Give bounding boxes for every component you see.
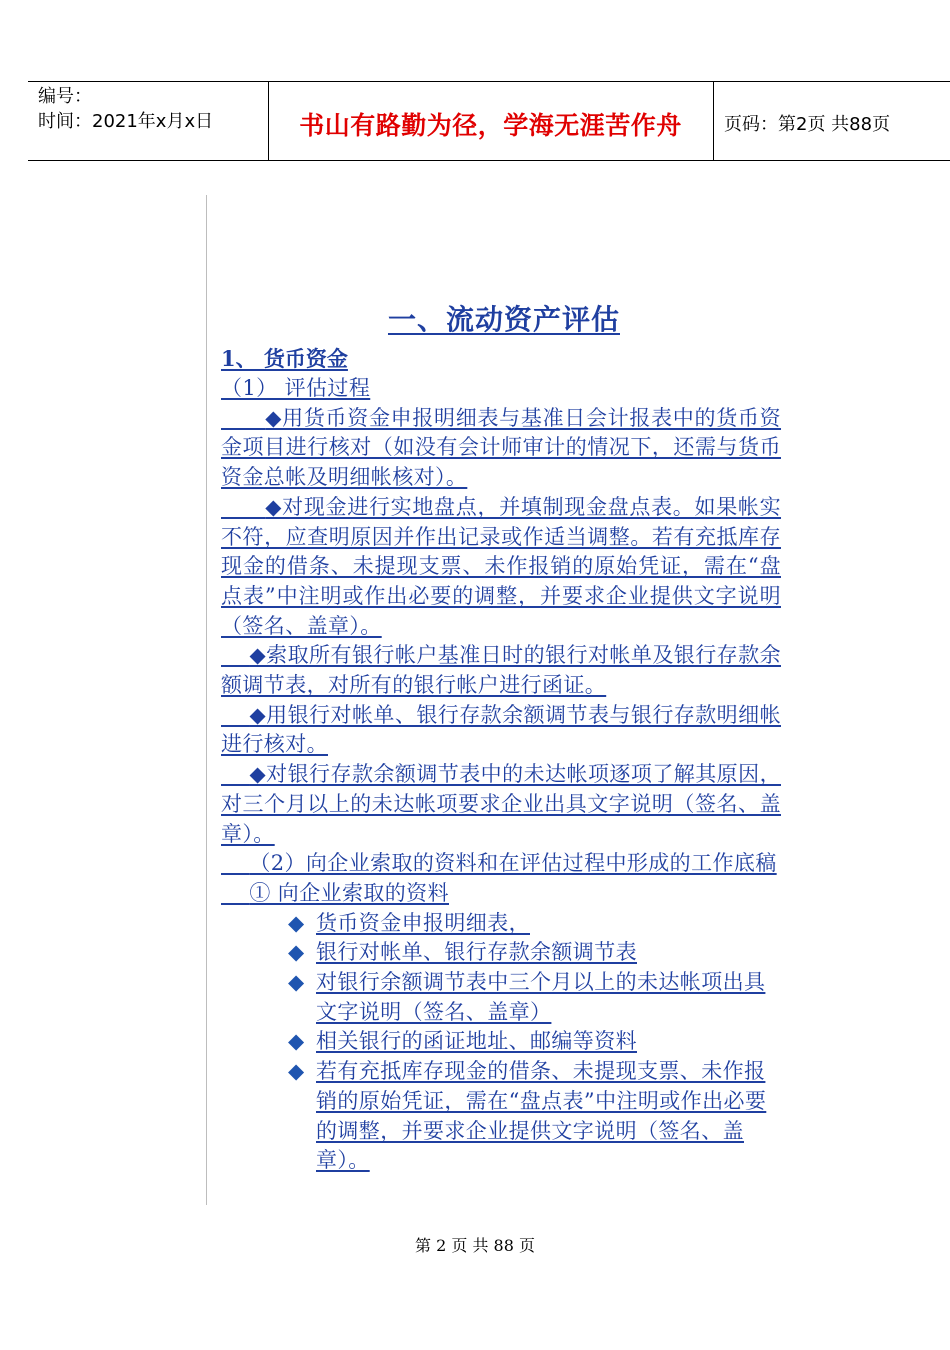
paragraph: ◆用货币资金申报明细表与基准日会计报表中的货币资金项目进行核对（如没有会计师审计的情况下，还需与货币资金总帐及明细帐核对）。 xyxy=(221,405,782,490)
header-page-label: 页码：第2页 共88页 xyxy=(724,114,891,135)
diamond-bullet-icon: ◆ xyxy=(288,1029,305,1054)
page-title: 一、流动资产评估 xyxy=(387,303,620,336)
list-item: ◆ 若有充抵库存现金的借条、未提现支票、未作报销的原始凭证，需在“盘点表”中注明或作出必要的调整，并要求企业提供文字说明（签名、盖章）。 xyxy=(288,1059,767,1173)
diamond-bullet-icon: ◆ xyxy=(288,940,305,965)
paragraph: ◆对银行存款余额调节表中的未达帐项逐项了解其原因，对三个月以上的未达帐项要求企业出具文字说明（签名、盖章）。 xyxy=(221,762,781,846)
paragraph: ◆用银行对帐单、银行存款余额调节表与银行存款明细帐进行核对。 xyxy=(221,702,781,757)
header-number: 编号： xyxy=(38,86,92,107)
list-item: ◆ 相关银行的函证地址、邮编等资料 xyxy=(288,1027,781,1057)
list-item: ◆ 银行对帐单、银行存款余额调节表 xyxy=(288,938,781,968)
list-item: ◆ 对银行余额调节表中三个月以上的未达帐项出具文字说明（签名、盖章） xyxy=(288,970,766,1024)
page-footer: 第 2 页 共 88 页 xyxy=(415,1236,535,1255)
subheading-process: （1） 评估过程 xyxy=(221,376,371,400)
header-meta xyxy=(38,84,213,134)
diamond-bullet-icon: ◆ xyxy=(288,970,305,995)
diamond-bullet-icon: ◆ xyxy=(288,1059,305,1084)
subheading-materials: （2）向企业索取的资料和在评估过程中形成的工作底稿 xyxy=(249,851,777,876)
list-item: ◆ 货币资金申报明细表， xyxy=(288,909,781,939)
requested-materials-list xyxy=(288,909,781,1176)
header-rule-bottom xyxy=(28,160,950,161)
paragraph: ◆对现金进行实地盘点，并填制现金盘点表。如果帐实不符，应查明原因并作出记录或作适当调整。若有充抵库存现金的借条、未提现支票、未作报销的原始凭证，需在“盘点表”中注明或作出必要的调整，并要求企业提供文字说明（签名、盖章）。 xyxy=(221,494,782,638)
paragraph: ◆索取所有银行帐户基准日时的银行对帐单及银行存款余额调节表，对所有的银行帐户进行函证。 xyxy=(221,643,781,698)
header-motto: 书山有路勤为径，学海无涯苦作舟 xyxy=(299,111,682,140)
header-divider-2 xyxy=(713,81,714,161)
diamond-bullet-icon: ◆ xyxy=(288,910,305,935)
subheading-requested: ① 向企业索取的资料 xyxy=(249,880,449,905)
section-heading: 1、 货币资金 xyxy=(221,346,348,371)
header-time: 时间：2021年x月x日 xyxy=(38,111,214,132)
header-rule-top xyxy=(28,81,950,82)
document-body xyxy=(221,296,781,1176)
left-margin-rule xyxy=(206,195,207,1205)
